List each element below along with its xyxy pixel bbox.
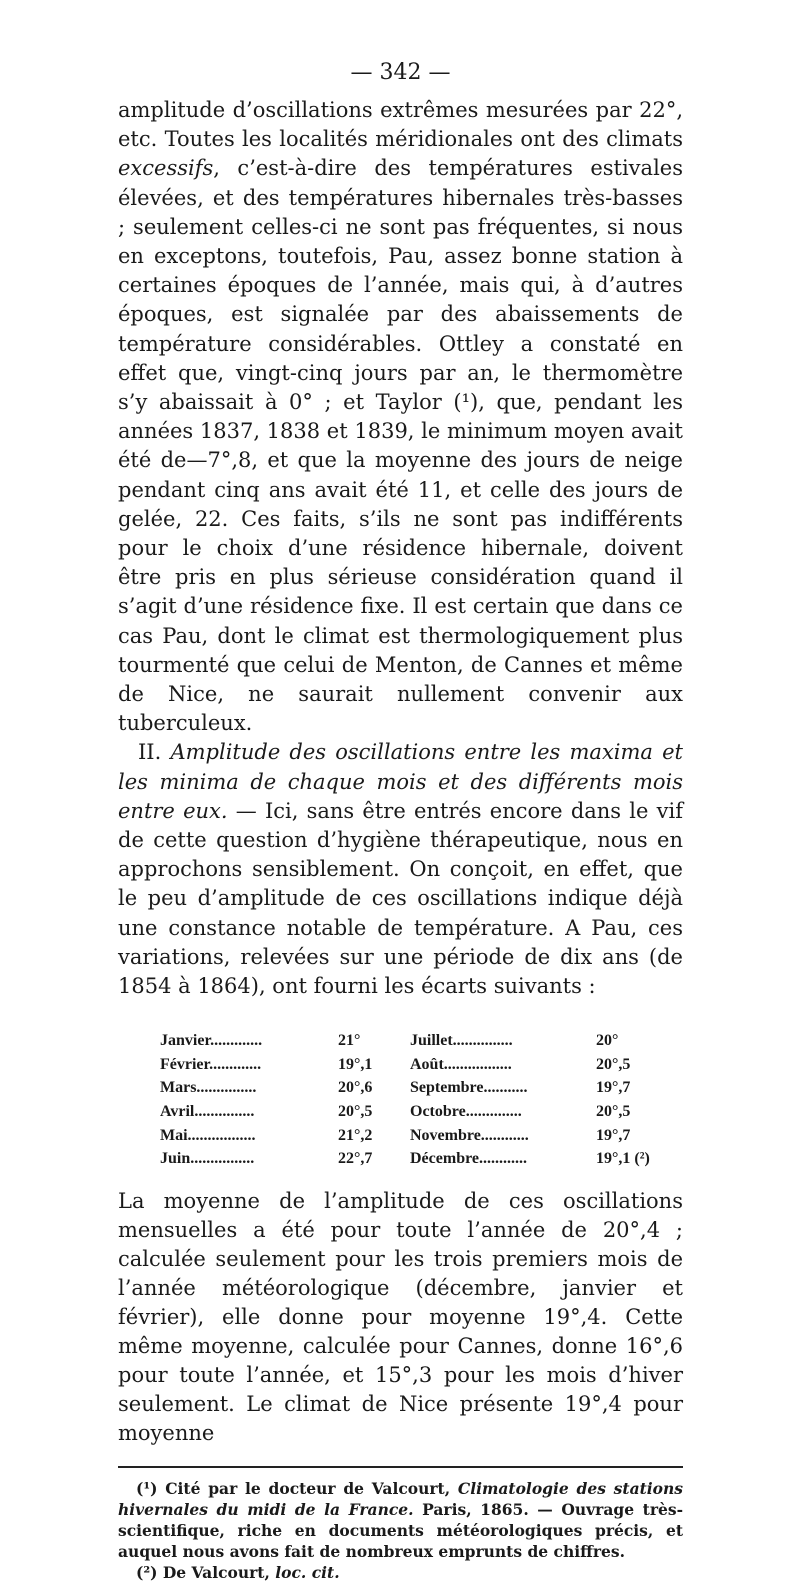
table-row <box>160 1124 685 1148</box>
footnote-1-end: Paris, 1865. — Ouvrage très-scientifique, riche en documents météorologiques précis, et auquel nous avons fait de nombreux emprunts de chiffres. <box>118 1499 684 1561</box>
table-row <box>160 1147 685 1171</box>
value-cell: 20°,6 <box>338 1079 373 1097</box>
month-cell: Juillet............... <box>410 1032 513 1050</box>
footnote-divider <box>118 1466 683 1468</box>
value-cell: 19°,7 <box>596 1079 631 1097</box>
paragraph1-part2: , c’est-à-dire des températures estivales élevées, et des températures hibernales très-basses ; seulement celles-ci ne sont pas fréquentes, si nous en exceptons, toutefois, Pau, assez bonne station à certaines époques de l’année, mais qui, à d’autres époques, est signalée par des abaissements de température considérables. Ottley a constaté en effet que, vingt-cinq jours par an, le thermomètre s’y abaissait à 0° ; et Taylor (¹), que, pendant les années 1837, 1838 et 1839, le minimum moyen avait été de—7°,8, et que la moyenne des jours de neige pendant cinq ans avait été 11, et celle des jours de gelée, 22. Ces faits, s’ils ne sont pas indifférents pour le choix d’une résidence hibernale, doivent être pris en plus sérieuse considération quand il s’agit d’une résidence fixe. Il est certain que dans ce cas Pau, dont le climat est thermologiquement plus tourmenté que celui de Menton, de Cannes et même de Nice, ne saurait nullement convenir aux tuberculeux. <box>118 156 683 736</box>
value-cell: 21° <box>338 1032 361 1050</box>
paragraph-pau-climate <box>118 96 683 738</box>
footnote-2 <box>118 1562 683 1583</box>
footnote-2-start: (²) De Valcourt, <box>136 1562 276 1582</box>
value-cell: 19°,1 <box>338 1055 373 1073</box>
section-number: II. <box>138 740 171 765</box>
paragraph1-emphasis: excessifs <box>118 156 214 181</box>
value-cell: 20°,5 <box>596 1103 631 1121</box>
book-page <box>118 58 683 1583</box>
month-cell: Février............. <box>160 1055 262 1073</box>
page-number: — 342 — <box>350 60 451 85</box>
month-cell: Octobre.............. <box>410 1103 522 1121</box>
footnote-1-start: (¹) Cité par le docteur de Valcourt, <box>136 1478 458 1498</box>
month-cell: Décembre............ <box>410 1150 527 1168</box>
value-cell: 20°,5 <box>596 1055 631 1073</box>
month-cell: Mai................. <box>160 1126 256 1144</box>
footnote-1-title: Climatologie des stations hivernales du midi de la France. <box>118 1478 683 1519</box>
value-cell: 20°,5 <box>338 1103 373 1121</box>
value-cell: 19°,1 (²) <box>596 1150 650 1168</box>
footnote-2-ref: loc. cit. <box>275 1562 340 1582</box>
footnote-1 <box>118 1478 683 1562</box>
table-row <box>160 1053 685 1077</box>
section-text: — Ici, sans être entrés encore dans le vif de cette question d’hygiène thérapeutique, nous en approchons sensiblement. On conçoit, en effet, que le peu d’amplitude de ces oscillations indique déjà une constance notable de température. A Pau, ces variations, relevées sur une période de dix ans (de 1854 à 1864), ont fourni les écarts suivants : <box>118 798 683 999</box>
month-cell: Août................. <box>410 1055 512 1073</box>
table-row <box>160 1029 685 1053</box>
value-cell: 20° <box>596 1032 619 1050</box>
month-cell: Avril............... <box>160 1103 255 1121</box>
table-row <box>160 1076 685 1100</box>
paragraph-amplitude-section <box>118 738 683 1001</box>
value-cell: 19°,7 <box>596 1126 631 1144</box>
table-row <box>160 1100 685 1124</box>
month-cell: Janvier............. <box>160 1032 263 1050</box>
paragraph-annual-average: La moyenne de l’amplitude de ces oscillations mensuelles a été pour toute l’année de 20°,4 ; calculée seulement pour les trois premiers mois de l’année météorologique (décembre, janvier et février), elle donne pour moyenne 19°,4. Cette même moyenne, calculée pour Cannes, donne 16°,6 pour toute l’année, et 15°,3 pour les mois d’hiver seulement. Le climat de Nice présente 19°,4 pour moyenne <box>118 1188 683 1445</box>
paragraph1-part1: amplitude d’oscillations extrêmes mesurées par 22°, etc. Toutes les localités méridionales ont des climats <box>118 98 683 152</box>
monthly-amplitude-table <box>160 1029 685 1171</box>
month-cell: Mars............... <box>160 1079 257 1097</box>
month-cell: Septembre........... <box>410 1079 528 1097</box>
month-cell: Novembre............ <box>410 1126 529 1144</box>
section-title: Amplitude des oscillations entre les maxima et les minima de chaque mois et des différents mois entre eux. <box>118 740 683 823</box>
month-cell: Juin................ <box>160 1150 255 1168</box>
value-cell: 21°,2 <box>338 1126 373 1144</box>
value-cell: 22°,7 <box>338 1150 373 1168</box>
